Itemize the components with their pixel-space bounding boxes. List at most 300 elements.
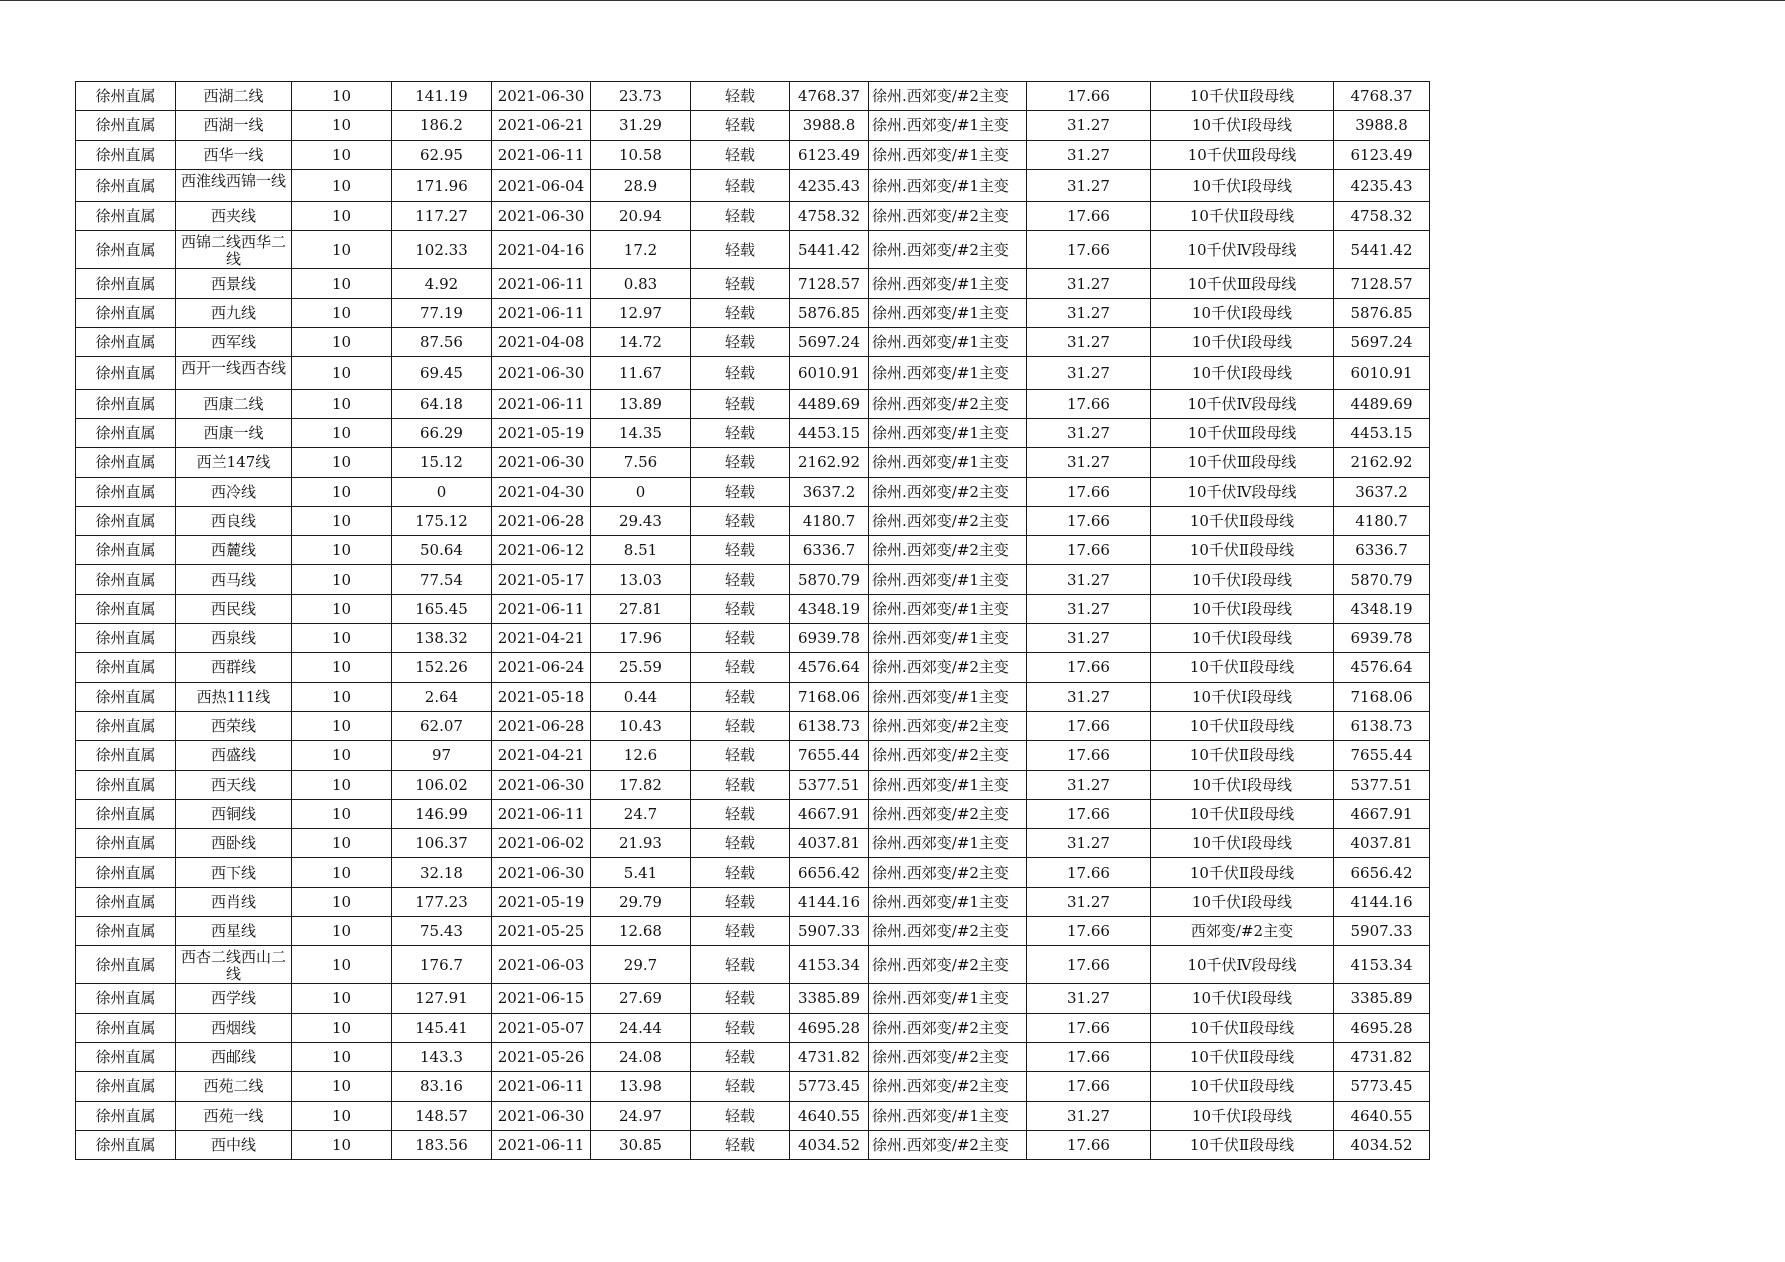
transformer-rate-cell: 17.66 bbox=[1027, 1042, 1151, 1071]
line-name-cell: 西下线 bbox=[176, 858, 292, 887]
voltage-cell: 10 bbox=[292, 594, 392, 623]
substation-cell: 徐州.西郊变/#2主变 bbox=[869, 653, 1027, 682]
page-top-border bbox=[0, 0, 1785, 1]
bus-section-cell: 10千伏Ⅰ段母线 bbox=[1151, 111, 1334, 140]
voltage-cell: 10 bbox=[292, 140, 392, 169]
date-cell: 2021-05-07 bbox=[492, 1013, 591, 1042]
capacity-cell: 4758.32 bbox=[790, 202, 869, 231]
load-rate-cell: 24.44 bbox=[591, 1013, 691, 1042]
company-cell: 徐州直属 bbox=[76, 1130, 176, 1159]
substation-cell: 徐州.西郊变/#1主变 bbox=[869, 111, 1027, 140]
bus-section-cell: 10千伏Ⅰ段母线 bbox=[1151, 328, 1334, 357]
table-row bbox=[76, 858, 1430, 887]
date-cell: 2021-06-28 bbox=[492, 506, 591, 535]
load-rate-cell: 17.96 bbox=[591, 624, 691, 653]
substation-cell: 徐州.西郊变/#2主变 bbox=[869, 858, 1027, 887]
voltage-cell: 10 bbox=[292, 858, 392, 887]
company-cell: 徐州直属 bbox=[76, 82, 176, 111]
load-rate-cell: 28.9 bbox=[591, 169, 691, 201]
bus-section-cell: 10千伏Ⅱ段母线 bbox=[1151, 741, 1334, 770]
transformer-rate-cell: 31.27 bbox=[1027, 624, 1151, 653]
date-cell: 2021-06-11 bbox=[492, 298, 591, 327]
line-name-cell: 西冷线 bbox=[176, 477, 292, 506]
company-cell: 徐州直属 bbox=[76, 448, 176, 477]
bus-section-cell: 10千伏Ⅰ段母线 bbox=[1151, 298, 1334, 327]
company-cell: 徐州直属 bbox=[76, 357, 176, 389]
load-rate-cell: 12.6 bbox=[591, 741, 691, 770]
line-name-cell: 西中线 bbox=[176, 1130, 292, 1159]
company-cell: 徐州直属 bbox=[76, 594, 176, 623]
margin-value-cell: 4576.64 bbox=[1334, 653, 1430, 682]
capacity-cell: 7128.57 bbox=[790, 269, 869, 298]
load-rate-cell: 8.51 bbox=[591, 536, 691, 565]
line-name-cell: 西星线 bbox=[176, 917, 292, 946]
substation-cell: 徐州.西郊变/#1主变 bbox=[869, 328, 1027, 357]
capacity-cell: 4348.19 bbox=[790, 594, 869, 623]
margin-value-cell: 5697.24 bbox=[1334, 328, 1430, 357]
load-value-cell: 183.56 bbox=[392, 1130, 492, 1159]
margin-value-cell: 6010.91 bbox=[1334, 357, 1430, 389]
capacity-cell: 4037.81 bbox=[790, 829, 869, 858]
capacity-cell: 6336.7 bbox=[790, 536, 869, 565]
company-cell: 徐州直属 bbox=[76, 653, 176, 682]
table-row bbox=[76, 1013, 1430, 1042]
transformer-rate-cell: 17.66 bbox=[1027, 653, 1151, 682]
load-status-cell: 轻载 bbox=[691, 565, 790, 594]
voltage-cell: 10 bbox=[292, 1042, 392, 1071]
load-status-cell: 轻载 bbox=[691, 298, 790, 327]
table-row bbox=[76, 169, 1430, 201]
date-cell: 2021-06-11 bbox=[492, 1130, 591, 1159]
bus-section-cell: 10千伏Ⅱ段母线 bbox=[1151, 653, 1334, 682]
margin-value-cell: 4180.7 bbox=[1334, 506, 1430, 535]
table-row bbox=[76, 418, 1430, 447]
bus-section-cell: 10千伏Ⅱ段母线 bbox=[1151, 536, 1334, 565]
transformer-rate-cell: 31.27 bbox=[1027, 269, 1151, 298]
voltage-cell: 10 bbox=[292, 946, 392, 984]
transformer-rate-cell: 31.27 bbox=[1027, 565, 1151, 594]
margin-value-cell: 4037.81 bbox=[1334, 829, 1430, 858]
margin-value-cell: 6123.49 bbox=[1334, 140, 1430, 169]
substation-cell: 徐州.西郊变/#1主变 bbox=[869, 682, 1027, 711]
line-name-cell: 西卧线 bbox=[176, 829, 292, 858]
company-cell: 徐州直属 bbox=[76, 1013, 176, 1042]
line-name-cell: 西兰147线 bbox=[176, 448, 292, 477]
date-cell: 2021-06-11 bbox=[492, 389, 591, 418]
line-name-cell: 西夹线 bbox=[176, 202, 292, 231]
company-cell: 徐州直属 bbox=[76, 418, 176, 447]
capacity-cell: 4180.7 bbox=[790, 506, 869, 535]
table-row bbox=[76, 357, 1430, 389]
substation-cell: 徐州.西郊变/#2主变 bbox=[869, 231, 1027, 269]
substation-cell: 徐州.西郊变/#2主变 bbox=[869, 477, 1027, 506]
substation-cell: 徐州.西郊变/#2主变 bbox=[869, 1042, 1027, 1071]
voltage-cell: 10 bbox=[292, 829, 392, 858]
margin-value-cell: 4768.37 bbox=[1334, 82, 1430, 111]
bus-section-cell: 10千伏Ⅱ段母线 bbox=[1151, 1130, 1334, 1159]
load-value-cell: 87.56 bbox=[392, 328, 492, 357]
load-rate-cell: 12.68 bbox=[591, 917, 691, 946]
voltage-cell: 10 bbox=[292, 565, 392, 594]
margin-value-cell: 4235.43 bbox=[1334, 169, 1430, 201]
line-name-cell: 西锦二线西华二线 bbox=[176, 231, 292, 269]
transformer-rate-cell: 31.27 bbox=[1027, 140, 1151, 169]
load-rate-cell: 13.03 bbox=[591, 565, 691, 594]
margin-value-cell: 3385.89 bbox=[1334, 984, 1430, 1013]
load-status-cell: 轻载 bbox=[691, 624, 790, 653]
load-status-cell: 轻载 bbox=[691, 1130, 790, 1159]
transformer-rate-cell: 31.27 bbox=[1027, 682, 1151, 711]
capacity-cell: 4695.28 bbox=[790, 1013, 869, 1042]
substation-cell: 徐州.西郊变/#2主变 bbox=[869, 202, 1027, 231]
load-status-cell: 轻载 bbox=[691, 536, 790, 565]
date-cell: 2021-06-30 bbox=[492, 82, 591, 111]
date-cell: 2021-06-30 bbox=[492, 858, 591, 887]
voltage-cell: 10 bbox=[292, 418, 392, 447]
load-status-cell: 轻载 bbox=[691, 770, 790, 799]
table-row bbox=[76, 389, 1430, 418]
line-name-cell: 西荣线 bbox=[176, 711, 292, 740]
date-cell: 2021-06-12 bbox=[492, 536, 591, 565]
load-status-cell: 轻载 bbox=[691, 1042, 790, 1071]
company-cell: 徐州直属 bbox=[76, 202, 176, 231]
company-cell: 徐州直属 bbox=[76, 799, 176, 828]
transformer-rate-cell: 17.66 bbox=[1027, 858, 1151, 887]
bus-section-cell: 10千伏Ⅱ段母线 bbox=[1151, 1042, 1334, 1071]
line-name-cell: 西民线 bbox=[176, 594, 292, 623]
table-row bbox=[76, 111, 1430, 140]
date-cell: 2021-06-11 bbox=[492, 594, 591, 623]
table-row bbox=[76, 946, 1430, 984]
date-cell: 2021-05-26 bbox=[492, 1042, 591, 1071]
transformer-rate-cell: 31.27 bbox=[1027, 829, 1151, 858]
company-cell: 徐州直属 bbox=[76, 829, 176, 858]
date-cell: 2021-04-21 bbox=[492, 624, 591, 653]
load-status-cell: 轻载 bbox=[691, 169, 790, 201]
line-name-cell: 西良线 bbox=[176, 506, 292, 535]
table-row bbox=[76, 711, 1430, 740]
date-cell: 2021-05-19 bbox=[492, 887, 591, 916]
company-cell: 徐州直属 bbox=[76, 389, 176, 418]
company-cell: 徐州直属 bbox=[76, 946, 176, 984]
transformer-rate-cell: 31.27 bbox=[1027, 111, 1151, 140]
substation-cell: 徐州.西郊变/#2主变 bbox=[869, 82, 1027, 111]
transformer-rate-cell: 31.27 bbox=[1027, 328, 1151, 357]
load-rate-cell: 0.44 bbox=[591, 682, 691, 711]
table-row bbox=[76, 536, 1430, 565]
load-value-cell: 62.07 bbox=[392, 711, 492, 740]
load-rate-cell: 0 bbox=[591, 477, 691, 506]
voltage-cell: 10 bbox=[292, 506, 392, 535]
transformer-rate-cell: 17.66 bbox=[1027, 1013, 1151, 1042]
margin-value-cell: 5870.79 bbox=[1334, 565, 1430, 594]
line-name-cell: 西湖一线 bbox=[176, 111, 292, 140]
line-name-cell: 西盛线 bbox=[176, 741, 292, 770]
load-value-cell: 186.2 bbox=[392, 111, 492, 140]
capacity-cell: 6123.49 bbox=[790, 140, 869, 169]
date-cell: 2021-04-21 bbox=[492, 741, 591, 770]
load-rate-cell: 31.29 bbox=[591, 111, 691, 140]
substation-cell: 徐州.西郊变/#2主变 bbox=[869, 1013, 1027, 1042]
load-status-cell: 轻载 bbox=[691, 448, 790, 477]
company-cell: 徐州直属 bbox=[76, 477, 176, 506]
table-row bbox=[76, 1130, 1430, 1159]
load-status-cell: 轻载 bbox=[691, 477, 790, 506]
capacity-cell: 6656.42 bbox=[790, 858, 869, 887]
load-value-cell: 2.64 bbox=[392, 682, 492, 711]
capacity-cell: 4153.34 bbox=[790, 946, 869, 984]
company-cell: 徐州直属 bbox=[76, 1072, 176, 1101]
line-name-cell: 西淮线西锦一线 bbox=[176, 169, 292, 201]
date-cell: 2021-06-03 bbox=[492, 946, 591, 984]
table-row bbox=[76, 328, 1430, 357]
substation-cell: 徐州.西郊变/#1主变 bbox=[869, 448, 1027, 477]
transformer-rate-cell: 17.66 bbox=[1027, 741, 1151, 770]
load-value-cell: 32.18 bbox=[392, 858, 492, 887]
margin-value-cell: 4695.28 bbox=[1334, 1013, 1430, 1042]
substation-cell: 徐州.西郊变/#1主变 bbox=[869, 829, 1027, 858]
company-cell: 徐州直属 bbox=[76, 858, 176, 887]
table-row bbox=[76, 298, 1430, 327]
table-row bbox=[76, 770, 1430, 799]
bus-section-cell: 10千伏Ⅰ段母线 bbox=[1151, 565, 1334, 594]
capacity-cell: 7168.06 bbox=[790, 682, 869, 711]
load-rate-cell: 27.69 bbox=[591, 984, 691, 1013]
voltage-cell: 10 bbox=[292, 169, 392, 201]
load-rate-cell: 13.98 bbox=[591, 1072, 691, 1101]
load-status-cell: 轻载 bbox=[691, 328, 790, 357]
margin-value-cell: 4348.19 bbox=[1334, 594, 1430, 623]
date-cell: 2021-06-04 bbox=[492, 169, 591, 201]
table-row bbox=[76, 887, 1430, 916]
line-name-cell: 西肖线 bbox=[176, 887, 292, 916]
substation-cell: 徐州.西郊变/#1主变 bbox=[869, 565, 1027, 594]
substation-cell: 徐州.西郊变/#1主变 bbox=[869, 770, 1027, 799]
voltage-cell: 10 bbox=[292, 328, 392, 357]
load-rate-cell: 30.85 bbox=[591, 1130, 691, 1159]
margin-value-cell: 6656.42 bbox=[1334, 858, 1430, 887]
bus-section-cell: 西郊变/#2主变 bbox=[1151, 917, 1334, 946]
load-status-cell: 轻载 bbox=[691, 711, 790, 740]
load-value-cell: 141.19 bbox=[392, 82, 492, 111]
margin-value-cell: 4640.55 bbox=[1334, 1101, 1430, 1130]
substation-cell: 徐州.西郊变/#1主变 bbox=[869, 1101, 1027, 1130]
bus-section-cell: 10千伏Ⅱ段母线 bbox=[1151, 202, 1334, 231]
table-row bbox=[76, 202, 1430, 231]
voltage-cell: 10 bbox=[292, 1013, 392, 1042]
date-cell: 2021-06-21 bbox=[492, 111, 591, 140]
date-cell: 2021-06-30 bbox=[492, 1101, 591, 1130]
load-value-cell: 4.92 bbox=[392, 269, 492, 298]
capacity-cell: 5377.51 bbox=[790, 770, 869, 799]
date-cell: 2021-04-16 bbox=[492, 231, 591, 269]
margin-value-cell: 5441.42 bbox=[1334, 231, 1430, 269]
table-row bbox=[76, 917, 1430, 946]
load-value-cell: 75.43 bbox=[392, 917, 492, 946]
load-rate-cell: 10.43 bbox=[591, 711, 691, 740]
load-rate-cell: 17.2 bbox=[591, 231, 691, 269]
load-value-cell: 69.45 bbox=[392, 357, 492, 389]
table-row bbox=[76, 565, 1430, 594]
bus-section-cell: 10千伏Ⅱ段母线 bbox=[1151, 799, 1334, 828]
load-status-cell: 轻载 bbox=[691, 594, 790, 623]
line-name-cell: 西烟线 bbox=[176, 1013, 292, 1042]
voltage-cell: 10 bbox=[292, 799, 392, 828]
table-row bbox=[76, 653, 1430, 682]
capacity-cell: 7655.44 bbox=[790, 741, 869, 770]
margin-value-cell: 7128.57 bbox=[1334, 269, 1430, 298]
voltage-cell: 10 bbox=[292, 653, 392, 682]
table-row bbox=[76, 624, 1430, 653]
transformer-rate-cell: 17.66 bbox=[1027, 917, 1151, 946]
date-cell: 2021-06-30 bbox=[492, 357, 591, 389]
feeder-load-table bbox=[75, 81, 1430, 1160]
date-cell: 2021-06-11 bbox=[492, 140, 591, 169]
transformer-rate-cell: 17.66 bbox=[1027, 1072, 1151, 1101]
margin-value-cell: 7168.06 bbox=[1334, 682, 1430, 711]
table-row bbox=[76, 269, 1430, 298]
line-name-cell: 西华一线 bbox=[176, 140, 292, 169]
load-status-cell: 轻载 bbox=[691, 202, 790, 231]
table-row bbox=[76, 682, 1430, 711]
line-name-cell: 西九线 bbox=[176, 298, 292, 327]
load-status-cell: 轻载 bbox=[691, 1101, 790, 1130]
margin-value-cell: 6939.78 bbox=[1334, 624, 1430, 653]
table-row bbox=[76, 448, 1430, 477]
table-row bbox=[76, 1042, 1430, 1071]
voltage-cell: 10 bbox=[292, 682, 392, 711]
voltage-cell: 10 bbox=[292, 887, 392, 916]
load-status-cell: 轻载 bbox=[691, 858, 790, 887]
load-rate-cell: 21.93 bbox=[591, 829, 691, 858]
company-cell: 徐州直属 bbox=[76, 506, 176, 535]
date-cell: 2021-06-30 bbox=[492, 448, 591, 477]
load-value-cell: 138.32 bbox=[392, 624, 492, 653]
table-row bbox=[76, 231, 1430, 269]
load-rate-cell: 14.35 bbox=[591, 418, 691, 447]
load-status-cell: 轻载 bbox=[691, 741, 790, 770]
load-rate-cell: 29.7 bbox=[591, 946, 691, 984]
date-cell: 2021-06-02 bbox=[492, 829, 591, 858]
bus-section-cell: 10千伏Ⅲ段母线 bbox=[1151, 269, 1334, 298]
line-name-cell: 西群线 bbox=[176, 653, 292, 682]
capacity-cell: 4768.37 bbox=[790, 82, 869, 111]
bus-section-cell: 10千伏Ⅳ段母线 bbox=[1151, 946, 1334, 984]
load-rate-cell: 14.72 bbox=[591, 328, 691, 357]
load-value-cell: 143.3 bbox=[392, 1042, 492, 1071]
substation-cell: 徐州.西郊变/#2主变 bbox=[869, 506, 1027, 535]
voltage-cell: 10 bbox=[292, 357, 392, 389]
company-cell: 徐州直属 bbox=[76, 269, 176, 298]
voltage-cell: 10 bbox=[292, 231, 392, 269]
load-rate-cell: 24.97 bbox=[591, 1101, 691, 1130]
load-value-cell: 175.12 bbox=[392, 506, 492, 535]
bus-section-cell: 10千伏Ⅳ段母线 bbox=[1151, 477, 1334, 506]
voltage-cell: 10 bbox=[292, 1072, 392, 1101]
voltage-cell: 10 bbox=[292, 984, 392, 1013]
transformer-rate-cell: 31.27 bbox=[1027, 887, 1151, 916]
load-rate-cell: 12.97 bbox=[591, 298, 691, 327]
substation-cell: 徐州.西郊变/#1主变 bbox=[869, 594, 1027, 623]
capacity-cell: 4235.43 bbox=[790, 169, 869, 201]
load-status-cell: 轻载 bbox=[691, 653, 790, 682]
load-value-cell: 176.7 bbox=[392, 946, 492, 984]
load-status-cell: 轻载 bbox=[691, 1013, 790, 1042]
date-cell: 2021-05-25 bbox=[492, 917, 591, 946]
bus-section-cell: 10千伏Ⅰ段母线 bbox=[1151, 169, 1334, 201]
load-status-cell: 轻载 bbox=[691, 946, 790, 984]
date-cell: 2021-05-18 bbox=[492, 682, 591, 711]
margin-value-cell: 4489.69 bbox=[1334, 389, 1430, 418]
capacity-cell: 5697.24 bbox=[790, 328, 869, 357]
capacity-cell: 4489.69 bbox=[790, 389, 869, 418]
substation-cell: 徐州.西郊变/#2主变 bbox=[869, 917, 1027, 946]
line-name-cell: 西军线 bbox=[176, 328, 292, 357]
load-value-cell: 77.54 bbox=[392, 565, 492, 594]
line-name-cell: 西康二线 bbox=[176, 389, 292, 418]
transformer-rate-cell: 17.66 bbox=[1027, 946, 1151, 984]
line-name-cell: 西苑二线 bbox=[176, 1072, 292, 1101]
transformer-rate-cell: 31.27 bbox=[1027, 357, 1151, 389]
transformer-rate-cell: 31.27 bbox=[1027, 594, 1151, 623]
load-value-cell: 50.64 bbox=[392, 536, 492, 565]
company-cell: 徐州直属 bbox=[76, 1101, 176, 1130]
margin-value-cell: 4758.32 bbox=[1334, 202, 1430, 231]
bus-section-cell: 10千伏Ⅳ段母线 bbox=[1151, 389, 1334, 418]
load-value-cell: 102.33 bbox=[392, 231, 492, 269]
voltage-cell: 10 bbox=[292, 389, 392, 418]
substation-cell: 徐州.西郊变/#2主变 bbox=[869, 536, 1027, 565]
load-rate-cell: 25.59 bbox=[591, 653, 691, 682]
transformer-rate-cell: 31.27 bbox=[1027, 770, 1151, 799]
line-name-cell: 西景线 bbox=[176, 269, 292, 298]
bus-section-cell: 10千伏Ⅰ段母线 bbox=[1151, 357, 1334, 389]
substation-cell: 徐州.西郊变/#2主变 bbox=[869, 1130, 1027, 1159]
capacity-cell: 6939.78 bbox=[790, 624, 869, 653]
margin-value-cell: 4144.16 bbox=[1334, 887, 1430, 916]
load-value-cell: 97 bbox=[392, 741, 492, 770]
line-name-cell: 西学线 bbox=[176, 984, 292, 1013]
bus-section-cell: 10千伏Ⅱ段母线 bbox=[1151, 711, 1334, 740]
load-value-cell: 152.26 bbox=[392, 653, 492, 682]
bus-section-cell: 10千伏Ⅰ段母线 bbox=[1151, 624, 1334, 653]
margin-value-cell: 4667.91 bbox=[1334, 799, 1430, 828]
table-row bbox=[76, 140, 1430, 169]
date-cell: 2021-05-19 bbox=[492, 418, 591, 447]
company-cell: 徐州直属 bbox=[76, 298, 176, 327]
company-cell: 徐州直属 bbox=[76, 624, 176, 653]
load-status-cell: 轻载 bbox=[691, 984, 790, 1013]
capacity-cell: 5907.33 bbox=[790, 917, 869, 946]
capacity-cell: 4640.55 bbox=[790, 1101, 869, 1130]
voltage-cell: 10 bbox=[292, 770, 392, 799]
load-value-cell: 146.99 bbox=[392, 799, 492, 828]
company-cell: 徐州直属 bbox=[76, 770, 176, 799]
load-rate-cell: 11.67 bbox=[591, 357, 691, 389]
voltage-cell: 10 bbox=[292, 536, 392, 565]
load-status-cell: 轻载 bbox=[691, 389, 790, 418]
load-value-cell: 117.27 bbox=[392, 202, 492, 231]
bus-section-cell: 10千伏Ⅲ段母线 bbox=[1151, 140, 1334, 169]
bus-section-cell: 10千伏Ⅱ段母线 bbox=[1151, 82, 1334, 111]
load-rate-cell: 10.58 bbox=[591, 140, 691, 169]
margin-value-cell: 5876.85 bbox=[1334, 298, 1430, 327]
load-value-cell: 64.18 bbox=[392, 389, 492, 418]
margin-value-cell: 5773.45 bbox=[1334, 1072, 1430, 1101]
capacity-cell: 4144.16 bbox=[790, 887, 869, 916]
load-value-cell: 0 bbox=[392, 477, 492, 506]
line-name-cell: 西麓线 bbox=[176, 536, 292, 565]
